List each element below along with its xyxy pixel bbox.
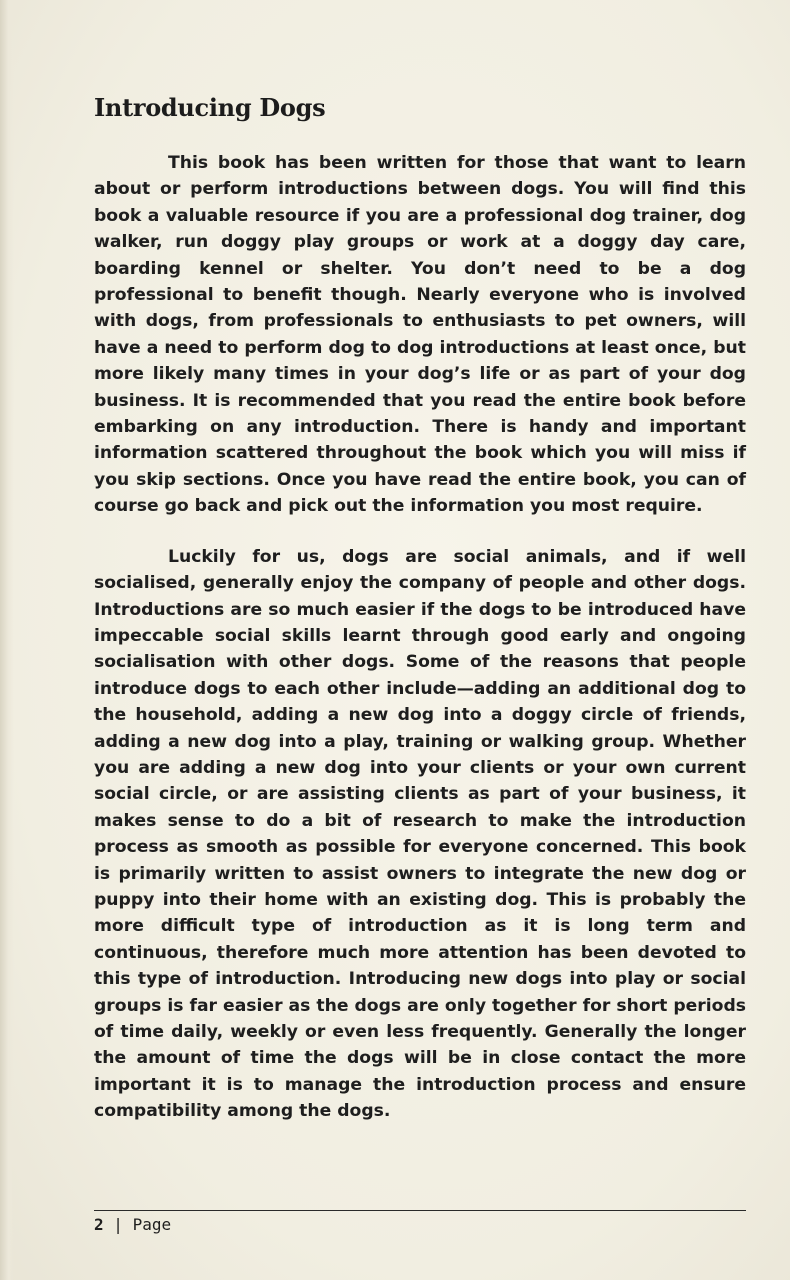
page-spine-shadow xyxy=(0,0,14,1280)
chapter-heading: Introducing Dogs xyxy=(94,93,326,122)
page-label: Page xyxy=(132,1215,172,1234)
body-text xyxy=(94,150,746,1149)
page-number: 2 xyxy=(94,1215,104,1234)
footer-separator: | xyxy=(113,1215,123,1234)
paragraph-intro: This book has been written for those that want to learn about or perform introductions between dogs. You will find this book a valuable resource if you are a professional dog trainer, dog walker, run doggy play groups or work at a doggy day care, boarding kennel or shelter. You don’t need to be a dog professional to benefit though. Nearly everyone who is involved with dogs, from professionals to enthusiasts to pet owners, will have a need to perform dog to dog introductions at least once, but more likely many times in your dog’s life or as part of your dog business. It is recommended that you read the entire book before embarking on any introduction. There is handy and important information scattered throughout the book which you will miss if you skip sections. Once you have read the entire book, you can of course go back and pick out the information you most require. xyxy=(94,153,746,517)
footer-divider xyxy=(94,1210,746,1211)
paragraph-social: Luckily for us, dogs are social animals, and if well socialised, generally enjoy the company of people and other dogs. Introductions are so much easier if the dogs to be introduced have impeccable social skills learnt through good early and ongoing socialisation with other dogs. Some of the reasons that people introduce dogs to each other include—adding an additional dog to the household, adding a new dog into a doggy circle of friends, adding a new dog into a play, training or walking group. Whether you are adding a new dog into your clients or your own current social circle, or are assisting clients as part of your business, it makes sense to do a bit of research to make the introduction process as smooth as possible for everyone concerned. This book is primarily written to assist owners to integrate the new dog or puppy into their home with an existing dog. This is probably the more difficult type of introduction as it is long term and continuous, therefore much more attention has been devoted to this type of introduction. Introducing new dogs into play or social groups is far easier as the dogs are only together for short periods of time daily, weekly or even less frequently. Generally the longer the amount of time the dogs will be in close contact the more important it is to manage the introduction process and ensure compatibility among the dogs. xyxy=(94,546,746,1122)
page-footer xyxy=(94,1213,171,1237)
